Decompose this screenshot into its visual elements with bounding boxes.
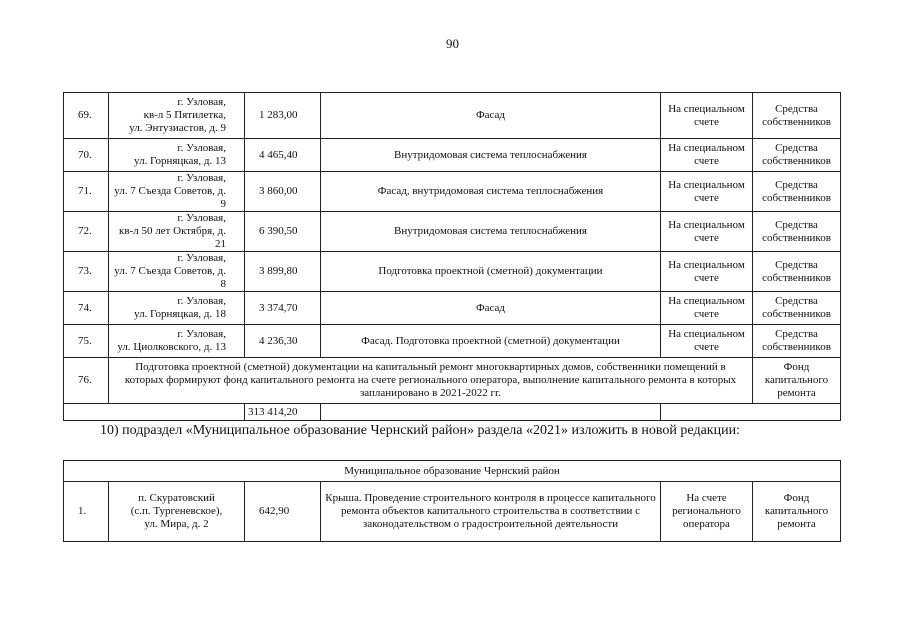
area-cell: 642,90 <box>245 482 321 542</box>
funding-cell <box>753 358 841 404</box>
work-type-cell: Фасад <box>321 292 661 325</box>
table-row <box>64 212 841 252</box>
account-line: счете <box>694 231 719 244</box>
work-type-cell: Внутридомовая система теплоснабжения <box>321 212 661 252</box>
account-line: счете <box>694 155 719 167</box>
row-number: 76. <box>64 358 109 404</box>
funding-line: Средства <box>775 142 818 154</box>
address-line: кв-л 50 лет Октября, д. 21 <box>119 225 226 250</box>
funding-line: Средства <box>775 258 818 271</box>
section-heading: 10) подраздел «Муниципальное образование Чернский район» раздела «2021» изложить в новой редакции: <box>100 423 740 438</box>
row-number: 72. <box>64 212 109 252</box>
account-cell <box>661 325 753 358</box>
address-line: г. Узловая, <box>177 96 226 108</box>
chernsky-table <box>63 460 841 542</box>
funding-line: Фонд <box>783 361 810 373</box>
account-line: На специальном <box>668 142 745 154</box>
row-number: 73. <box>64 252 109 292</box>
address-cell <box>109 252 245 292</box>
account-line: На специальном <box>668 218 745 231</box>
empty-cell <box>321 404 661 421</box>
funding-line: собственников <box>762 271 831 284</box>
work-type-cell: Фасад, внутридомовая система теплоснабжения <box>321 172 661 212</box>
address-line: г. Узловая, <box>177 252 226 264</box>
address-cell <box>109 139 245 172</box>
work-type-cell: Крыша. Проведение строительного контроля в процессе капитального ремонта объектов капитального строительства в соответствии с законодательством о градостроительной деятельности <box>321 482 661 542</box>
account-line: На специальном <box>668 258 745 271</box>
design-documentation-note: Подготовка проектной (сметной) документации на капитальный ремонт многоквартирных домов, собственники помещений в которых формируют фонд капитального ремонта на счете регионального оператора, выполнение капитального ремонта в которых запланировано в 2021-2022 гг. <box>109 358 753 404</box>
empty-cell <box>661 404 841 421</box>
account-cell <box>661 139 753 172</box>
address-line: г. Узловая, <box>177 295 226 307</box>
funding-cell <box>753 325 841 358</box>
address-cell <box>109 482 245 542</box>
address-line: г. Узловая, <box>177 212 226 224</box>
account-line: счете <box>694 341 719 353</box>
table-row <box>64 172 841 212</box>
account-cell <box>661 212 753 252</box>
funding-line: собственников <box>762 191 831 204</box>
table-row <box>64 139 841 172</box>
account-line: На специальном <box>668 328 745 340</box>
row-number: 71. <box>64 172 109 212</box>
funding-line: Средства <box>775 295 818 307</box>
funding-line: капитального <box>764 374 829 386</box>
empty-cell <box>64 404 245 421</box>
address-line: ул. Горняцкая, д. 13 <box>134 155 226 167</box>
account-line: счете <box>694 115 719 128</box>
address-line: ул. Горняцкая, д. 18 <box>134 308 226 320</box>
account-line: На специальном <box>668 178 745 191</box>
funding-cell <box>753 93 841 139</box>
row-number: 1. <box>64 482 109 542</box>
total-row <box>64 404 841 421</box>
table-row <box>64 358 841 404</box>
work-type-cell: Внутридомовая система теплоснабжения <box>321 139 661 172</box>
table-row <box>64 292 841 325</box>
address-line: ул. 7 Съезда Советов, д. 9 <box>114 185 226 210</box>
work-type-cell: Фасад <box>321 93 661 139</box>
area-cell: 6 390,50 <box>245 212 321 252</box>
funding-line: капитального <box>764 505 829 517</box>
table-title-row <box>64 461 841 482</box>
address-cell <box>109 212 245 252</box>
area-cell: 3 374,70 <box>245 292 321 325</box>
address-line: г. Узловая, <box>177 172 226 184</box>
funding-line: собственников <box>762 115 831 128</box>
address-line: ул. Энтузиастов, д. 9 <box>129 122 226 134</box>
funding-cell <box>753 482 841 542</box>
address-line: г. Узловая, <box>177 142 226 154</box>
funding-line: собственников <box>762 308 831 320</box>
row-number: 75. <box>64 325 109 358</box>
account-line: счете <box>694 271 719 284</box>
page-number: 90 <box>446 36 459 51</box>
housing-table <box>63 92 841 421</box>
row-number: 69. <box>64 93 109 139</box>
address-cell <box>109 292 245 325</box>
funding-line: собственников <box>762 231 831 244</box>
funding-cell <box>753 139 841 172</box>
account-line: счете <box>694 308 719 320</box>
funding-cell <box>753 172 841 212</box>
address-cell <box>109 325 245 358</box>
account-line: На специальном <box>668 102 745 115</box>
address-cell <box>109 172 245 212</box>
address-line: г. Узловая, <box>177 328 226 340</box>
funding-line: Средства <box>775 178 818 191</box>
area-cell: 1 283,00 <box>245 93 321 139</box>
account-line: На счете <box>686 492 727 504</box>
area-cell: 3 860,00 <box>245 172 321 212</box>
funding-line: Средства <box>775 218 818 231</box>
address-line: ул. Мира, д. 2 <box>144 518 209 530</box>
address-line: (с.п. Тургеневское), <box>130 505 223 517</box>
funding-line: ремонта <box>777 518 816 530</box>
area-cell: 4 236,30 <box>245 325 321 358</box>
funding-line: Средства <box>775 328 818 340</box>
work-type-cell: Фасад. Подготовка проектной (сметной) документации <box>321 325 661 358</box>
funding-cell <box>753 292 841 325</box>
account-cell <box>661 482 753 542</box>
row-number: 74. <box>64 292 109 325</box>
address-line: п. Скуратовский <box>138 492 215 504</box>
funding-line: собственников <box>762 155 831 167</box>
table-row <box>64 325 841 358</box>
funding-line: Средства <box>775 102 818 115</box>
account-cell <box>661 292 753 325</box>
account-line: оператора <box>683 518 730 530</box>
account-line: счете <box>694 191 719 204</box>
table-row <box>64 482 841 542</box>
address-line: кв-л 5 Пятилетка, <box>143 109 226 121</box>
funding-line: Фонд <box>783 492 810 504</box>
area-cell: 3 899,80 <box>245 252 321 292</box>
funding-line: ремонта <box>777 387 816 399</box>
account-cell <box>661 172 753 212</box>
work-type-cell: Подготовка проектной (сметной) документации <box>321 252 661 292</box>
account-cell <box>661 252 753 292</box>
address-line: ул. Циолковского, д. 13 <box>117 341 226 353</box>
table-row <box>64 252 841 292</box>
address-cell <box>109 93 245 139</box>
account-line: На специальном <box>668 295 745 307</box>
area-cell: 4 465,40 <box>245 139 321 172</box>
account-cell <box>661 93 753 139</box>
funding-cell <box>753 252 841 292</box>
funding-cell <box>753 212 841 252</box>
address-line: ул. 7 Съезда Советов, д. 8 <box>114 265 226 290</box>
funding-line: собственников <box>762 341 831 353</box>
row-number: 70. <box>64 139 109 172</box>
account-line: регионального <box>672 505 741 517</box>
total-area: 313 414,20 <box>245 404 321 421</box>
table-title: Муниципальное образование Чернский район <box>64 461 841 482</box>
table-row <box>64 93 841 139</box>
